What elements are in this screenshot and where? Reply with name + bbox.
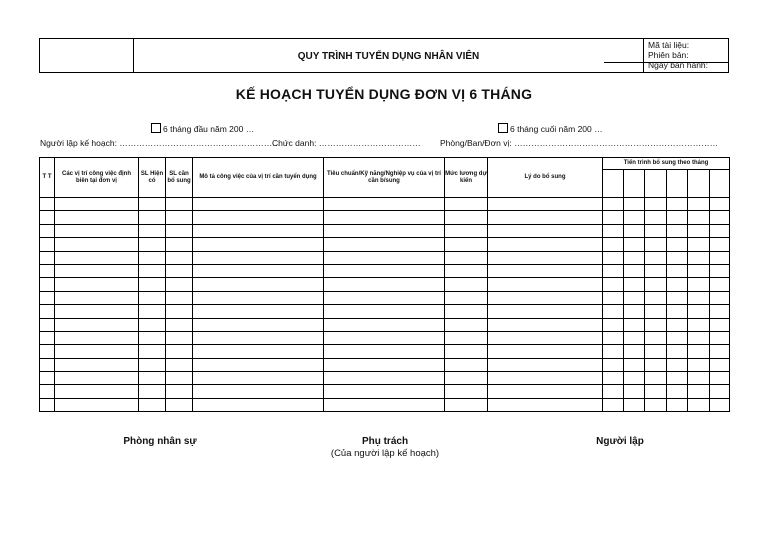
col-header-job-desc: Mô tả công việc của vị trí cần tuyển dụng	[193, 158, 324, 198]
table-cell[interactable]	[445, 211, 488, 224]
table-cell[interactable]	[645, 211, 667, 224]
table-cell[interactable]	[166, 398, 193, 411]
doc-code-label: Mã tài liệu:	[648, 40, 690, 50]
table-cell[interactable]	[166, 318, 193, 331]
table-cell[interactable]	[55, 238, 139, 251]
process-title: QUY TRÌNH TUYỂN DỤNG NHÂN VIÊN	[134, 39, 644, 72]
table-cell[interactable]	[324, 318, 445, 331]
table-cell[interactable]	[603, 345, 624, 358]
table-cell[interactable]	[166, 291, 193, 304]
table-cell[interactable]	[645, 251, 667, 264]
table-cell[interactable]	[645, 331, 667, 344]
table-cell[interactable]	[139, 345, 166, 358]
table-row	[40, 385, 730, 398]
table-cell[interactable]	[445, 305, 488, 318]
table-cell[interactable]	[55, 358, 139, 371]
table-cell[interactable]	[193, 398, 324, 411]
signature-hr: Phòng nhân sự	[123, 436, 197, 447]
table-cell[interactable]	[40, 345, 55, 358]
table-cell[interactable]	[645, 198, 667, 211]
table-row	[40, 291, 730, 304]
table-cell[interactable]	[445, 385, 488, 398]
table-cell[interactable]	[193, 305, 324, 318]
table-cell[interactable]	[445, 331, 488, 344]
table-cell[interactable]	[667, 345, 688, 358]
table-cell[interactable]	[445, 238, 488, 251]
table-row	[40, 278, 730, 291]
table-cell[interactable]	[667, 211, 688, 224]
table-cell[interactable]	[55, 331, 139, 344]
table-cell[interactable]	[324, 345, 445, 358]
table-row	[40, 358, 730, 371]
table-cell[interactable]	[624, 251, 645, 264]
table-cell[interactable]	[166, 238, 193, 251]
month-column-cell	[710, 170, 730, 198]
table-cell[interactable]	[645, 278, 667, 291]
table-cell[interactable]	[624, 264, 645, 277]
table-cell[interactable]	[40, 358, 55, 371]
table-cell[interactable]	[624, 372, 645, 385]
table-cell[interactable]	[488, 291, 603, 304]
table-cell[interactable]	[603, 318, 624, 331]
table-cell[interactable]	[488, 398, 603, 411]
table-cell[interactable]	[488, 318, 603, 331]
table-cell[interactable]	[445, 372, 488, 385]
table-cell[interactable]	[710, 372, 730, 385]
table-cell[interactable]	[624, 385, 645, 398]
table-cell[interactable]	[688, 331, 710, 344]
table-cell[interactable]	[688, 318, 710, 331]
table-cell[interactable]	[624, 345, 645, 358]
table-cell[interactable]	[667, 318, 688, 331]
table-cell[interactable]	[688, 278, 710, 291]
table-cell[interactable]	[645, 238, 667, 251]
table-cell[interactable]	[624, 305, 645, 318]
table-cell[interactable]	[445, 251, 488, 264]
table-cell[interactable]	[40, 372, 55, 385]
table-cell[interactable]	[710, 358, 730, 371]
table-cell[interactable]	[193, 264, 324, 277]
table-row	[40, 398, 730, 411]
table-cell[interactable]	[603, 211, 624, 224]
month-column-cell	[667, 170, 688, 198]
table-cell[interactable]	[40, 238, 55, 251]
table-cell[interactable]	[193, 211, 324, 224]
table-cell[interactable]	[55, 278, 139, 291]
table-cell[interactable]	[667, 251, 688, 264]
table-cell[interactable]	[667, 398, 688, 411]
table-cell[interactable]	[667, 385, 688, 398]
table-cell[interactable]	[624, 211, 645, 224]
table-cell[interactable]	[624, 198, 645, 211]
table-cell[interactable]	[603, 305, 624, 318]
table-cell[interactable]	[55, 398, 139, 411]
table-cell[interactable]	[324, 291, 445, 304]
table-cell[interactable]	[193, 318, 324, 331]
version-label: Phiên bản:	[648, 50, 689, 60]
table-cell[interactable]	[55, 385, 139, 398]
table-cell[interactable]	[667, 278, 688, 291]
table-cell[interactable]	[166, 345, 193, 358]
doc-meta	[645, 40, 733, 70]
table-row	[40, 372, 730, 385]
signature-preparer: Người lập	[596, 436, 644, 447]
table-cell[interactable]	[193, 238, 324, 251]
table-cell[interactable]	[324, 385, 445, 398]
table-cell[interactable]	[445, 398, 488, 411]
table-cell[interactable]	[445, 345, 488, 358]
month-column-cell	[645, 170, 667, 198]
table-cell[interactable]	[139, 398, 166, 411]
table-cell[interactable]	[710, 238, 730, 251]
table-cell[interactable]	[40, 278, 55, 291]
table-row	[40, 345, 730, 358]
table-cell[interactable]	[445, 278, 488, 291]
table-cell[interactable]	[166, 331, 193, 344]
month-column-cell	[688, 170, 710, 198]
table-cell[interactable]	[488, 251, 603, 264]
position-field: Chức danh: ………………………………	[272, 138, 421, 148]
first-half-option[interactable]	[151, 123, 254, 134]
table-cell[interactable]	[55, 372, 139, 385]
table-cell[interactable]	[55, 318, 139, 331]
table-cell[interactable]	[139, 331, 166, 344]
table-cell[interactable]	[193, 251, 324, 264]
table-cell[interactable]	[139, 238, 166, 251]
table-cell[interactable]	[488, 224, 603, 237]
table-cell[interactable]	[445, 224, 488, 237]
table-cell[interactable]	[624, 278, 645, 291]
signature-manager-note: (Của người lập kế hoạch)	[330, 448, 440, 459]
col-header-tt: T T	[40, 158, 55, 198]
table-cell[interactable]	[710, 291, 730, 304]
table-cell[interactable]	[324, 305, 445, 318]
table-cell[interactable]	[55, 345, 139, 358]
table-cell[interactable]	[710, 345, 730, 358]
table-cell[interactable]	[688, 305, 710, 318]
table-cell[interactable]	[40, 264, 55, 277]
table-cell[interactable]	[710, 198, 730, 211]
page-title: KẾ HOẠCH TUYỂN DỤNG ĐƠN VỊ 6 THÁNG	[235, 86, 533, 102]
table-cell[interactable]	[624, 291, 645, 304]
col-header-salary: Mức lương dự kiến	[445, 158, 488, 198]
table-cell[interactable]	[324, 372, 445, 385]
table-cell[interactable]	[324, 224, 445, 237]
table-cell[interactable]	[40, 224, 55, 237]
table-cell[interactable]	[688, 398, 710, 411]
table-cell[interactable]	[139, 318, 166, 331]
table-cell[interactable]	[55, 198, 139, 211]
table-cell[interactable]	[324, 398, 445, 411]
table-cell[interactable]	[139, 198, 166, 211]
table-cell[interactable]	[324, 331, 445, 344]
table-cell[interactable]	[667, 305, 688, 318]
table-row	[40, 331, 730, 344]
checkbox-icon[interactable]	[498, 123, 508, 133]
table-cell[interactable]	[645, 318, 667, 331]
table-cell[interactable]	[688, 198, 710, 211]
table-cell[interactable]	[710, 398, 730, 411]
table-cell[interactable]	[603, 331, 624, 344]
col-header-criteria: Tiêu chuẩn/Kỹ năng/Nghiệp vụ của vị trí cần b/sung	[324, 158, 445, 198]
table-cell[interactable]	[193, 331, 324, 344]
table-cell[interactable]	[445, 264, 488, 277]
table-cell[interactable]	[445, 198, 488, 211]
table-cell[interactable]	[324, 358, 445, 371]
table-cell[interactable]	[667, 291, 688, 304]
table-cell[interactable]	[445, 291, 488, 304]
table-cell[interactable]	[40, 291, 55, 304]
table-cell[interactable]	[40, 398, 55, 411]
table-cell[interactable]	[645, 385, 667, 398]
table-cell[interactable]	[139, 291, 166, 304]
table-cell[interactable]	[488, 305, 603, 318]
table-cell[interactable]	[603, 291, 624, 304]
table-cell[interactable]	[688, 224, 710, 237]
table-cell[interactable]	[488, 278, 603, 291]
meta-divider	[604, 62, 729, 63]
table-cell[interactable]	[710, 331, 730, 344]
table-cell[interactable]	[40, 305, 55, 318]
table-cell[interactable]	[193, 372, 324, 385]
table-cell[interactable]	[667, 331, 688, 344]
table-cell[interactable]	[488, 385, 603, 398]
table-cell[interactable]	[603, 251, 624, 264]
table-cell[interactable]	[667, 198, 688, 211]
table-cell[interactable]	[55, 305, 139, 318]
table-cell[interactable]	[603, 372, 624, 385]
table-cell[interactable]	[645, 291, 667, 304]
table-cell[interactable]	[710, 264, 730, 277]
table-cell[interactable]	[193, 358, 324, 371]
table-cell[interactable]	[40, 385, 55, 398]
table-cell[interactable]	[624, 358, 645, 371]
table-cell[interactable]	[166, 264, 193, 277]
table-cell[interactable]	[624, 224, 645, 237]
table-row	[40, 251, 730, 264]
table-cell[interactable]	[710, 305, 730, 318]
table-cell[interactable]	[603, 358, 624, 371]
table-cell[interactable]	[55, 264, 139, 277]
month-column-cell	[624, 170, 645, 198]
table-cell[interactable]	[139, 305, 166, 318]
table-cell[interactable]	[40, 251, 55, 264]
table-cell[interactable]	[624, 331, 645, 344]
table-cell[interactable]	[645, 264, 667, 277]
table-cell[interactable]	[603, 238, 624, 251]
table-cell[interactable]	[645, 345, 667, 358]
table-cell[interactable]	[488, 264, 603, 277]
table-cell[interactable]	[324, 211, 445, 224]
recruitment-plan-table	[39, 157, 730, 412]
table-cell[interactable]	[55, 291, 139, 304]
table-cell[interactable]	[40, 211, 55, 224]
table-cell[interactable]	[645, 224, 667, 237]
month-column-cell	[603, 170, 624, 198]
table-cell[interactable]	[488, 372, 603, 385]
table-row	[40, 198, 730, 211]
table-cell[interactable]	[603, 264, 624, 277]
table-cell[interactable]	[139, 385, 166, 398]
issue-date-label: Ngày ban hành:	[648, 60, 709, 70]
table-cell[interactable]	[688, 211, 710, 224]
table-cell[interactable]	[139, 278, 166, 291]
table-cell[interactable]	[139, 372, 166, 385]
table-cell[interactable]	[445, 318, 488, 331]
table-cell[interactable]	[55, 251, 139, 264]
table-cell[interactable]	[667, 358, 688, 371]
table-cell[interactable]	[488, 211, 603, 224]
table-cell[interactable]	[645, 372, 667, 385]
table-cell[interactable]	[710, 278, 730, 291]
table-cell[interactable]	[488, 198, 603, 211]
table-cell[interactable]	[166, 358, 193, 371]
table-cell[interactable]	[193, 345, 324, 358]
table-cell[interactable]	[139, 251, 166, 264]
col-header-positions: Các vị trí công việc định biên tại đơn vị	[55, 158, 139, 198]
table-cell[interactable]	[645, 305, 667, 318]
table-cell[interactable]	[193, 198, 324, 211]
table-cell[interactable]	[624, 318, 645, 331]
table-cell[interactable]	[139, 224, 166, 237]
table-cell[interactable]	[488, 238, 603, 251]
table-cell[interactable]	[710, 385, 730, 398]
col-header-sl-current: SL Hiện có	[139, 158, 166, 198]
table-cell[interactable]	[603, 224, 624, 237]
table-cell[interactable]	[324, 238, 445, 251]
checkbox-icon[interactable]	[151, 123, 161, 133]
table-cell[interactable]	[667, 264, 688, 277]
col-header-sl-needed: SL cần bổ sung	[166, 158, 193, 198]
table-cell[interactable]	[688, 358, 710, 371]
table-cell[interactable]	[55, 211, 139, 224]
table-cell[interactable]	[624, 398, 645, 411]
table-cell[interactable]	[488, 331, 603, 344]
department-field: Phòng/Ban/Đơn vị: ………………………………………………………………	[440, 138, 719, 148]
table-cell[interactable]	[324, 278, 445, 291]
table-cell[interactable]	[688, 372, 710, 385]
table-cell[interactable]	[603, 198, 624, 211]
second-half-label: 6 tháng cuối năm 200 …	[510, 124, 603, 134]
table-row	[40, 318, 730, 331]
table-cell[interactable]	[166, 372, 193, 385]
table-cell[interactable]	[688, 385, 710, 398]
table-cell[interactable]	[488, 358, 603, 371]
table-cell[interactable]	[166, 385, 193, 398]
table-cell[interactable]	[688, 251, 710, 264]
table-cell[interactable]	[324, 198, 445, 211]
table-cell[interactable]	[139, 211, 166, 224]
table-cell[interactable]	[488, 345, 603, 358]
table-cell[interactable]	[139, 264, 166, 277]
logo-cell	[40, 39, 134, 72]
planner-field: Người lập kế hoạch: …………………………………………………	[40, 138, 281, 148]
table-cell[interactable]	[667, 238, 688, 251]
table-cell[interactable]	[688, 345, 710, 358]
document-header	[39, 38, 729, 73]
col-header-reason: Lý do bổ sung	[488, 158, 603, 198]
table-cell[interactable]	[55, 224, 139, 237]
table-cell[interactable]	[166, 211, 193, 224]
col-header-progress: Tiến trình bổ sung theo tháng	[603, 158, 730, 170]
table-cell[interactable]	[667, 372, 688, 385]
table-cell[interactable]	[324, 251, 445, 264]
table-cell[interactable]	[710, 318, 730, 331]
table-cell[interactable]	[688, 238, 710, 251]
second-half-option[interactable]	[498, 123, 603, 134]
table-cell[interactable]	[688, 264, 710, 277]
table-row	[40, 211, 730, 224]
table-cell[interactable]	[603, 385, 624, 398]
table-cell[interactable]	[624, 238, 645, 251]
table-cell[interactable]	[166, 278, 193, 291]
table-cell[interactable]	[710, 211, 730, 224]
table-cell[interactable]	[667, 224, 688, 237]
table-cell[interactable]	[324, 264, 445, 277]
table-cell[interactable]	[193, 278, 324, 291]
table-cell[interactable]	[40, 198, 55, 211]
table-cell[interactable]	[710, 251, 730, 264]
signature-manager: Phụ trách	[361, 436, 409, 447]
table-cell[interactable]	[193, 291, 324, 304]
table-cell[interactable]	[710, 224, 730, 237]
table-cell[interactable]	[193, 385, 324, 398]
table-cell[interactable]	[40, 318, 55, 331]
table-row	[40, 238, 730, 251]
table-row	[40, 224, 730, 237]
table-cell[interactable]	[166, 305, 193, 318]
table-cell[interactable]	[445, 358, 488, 371]
table-cell[interactable]	[166, 251, 193, 264]
table-cell[interactable]	[645, 398, 667, 411]
table-cell[interactable]	[603, 278, 624, 291]
table-cell[interactable]	[166, 198, 193, 211]
table-row	[40, 264, 730, 277]
table-cell[interactable]	[166, 224, 193, 237]
table-cell[interactable]	[645, 358, 667, 371]
table-cell[interactable]	[688, 291, 710, 304]
table-cell[interactable]	[193, 224, 324, 237]
table-cell[interactable]	[139, 358, 166, 371]
first-half-label: 6 tháng đầu năm 200 …	[163, 124, 255, 134]
table-row	[40, 305, 730, 318]
table-cell[interactable]	[40, 331, 55, 344]
table-cell[interactable]	[603, 398, 624, 411]
